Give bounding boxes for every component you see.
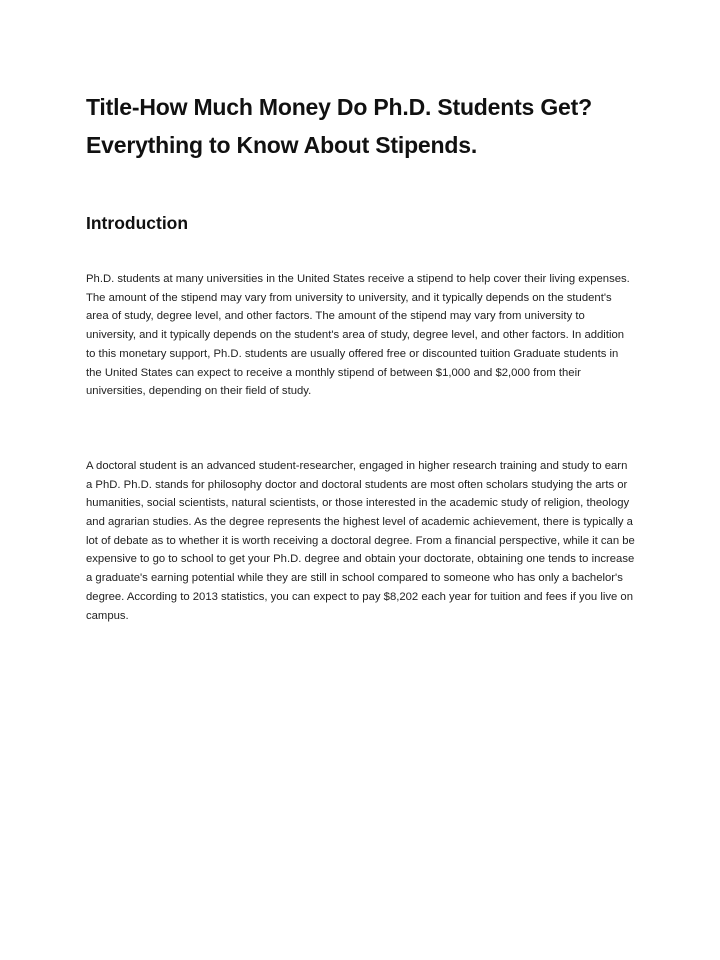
document-title: Title-How Much Money Do Ph.D. Students Get? Everything to Know About Stipends.	[86, 94, 592, 158]
body-paragraph: A doctoral student is an advanced student-researcher, engaged in higher research training and study to earn a PhD. Ph.D. stands for philosophy doctor and doctoral students are most often scholars studying the arts or humanities, social scientists, natural scientists, or those interested in the academic study of religion, theology and agrarian studies. As the degree represents the highest level of academic achievement, there is typically a lot of debate as to whether it is worth receiving a doctoral degree. From a financial perspective, while it can be expensive to go to school to get your Ph.D. degree and obtain your doctorate, obtaining one tends to increase a graduate's earning potential while they are still in school compared to someone who has only a bachelor's degree. According to 2013 statistics, you can expect to pay $8,202 each year for tuition and fees if you live on campus.	[86, 459, 635, 622]
section-heading-introduction: Introduction	[86, 213, 189, 233]
body-paragraph: Ph.D. students at many universities in the United States receive a stipend to help cover their living expenses. The amount of the stipend may vary from university to university, and it typically depends on the student's area of study, degree level, and other factors. The amount of the stipend may vary from university to university, and it typically depends on the student's area of study, degree level, and other factors. In addition to this monetary support, Ph.D. students are usually offered free or discounted tuition Graduate students in the United States can expect to receive a monthly stipend of between $1,000 and $2,000 from their universities, depending on their field of study.	[86, 273, 630, 398]
